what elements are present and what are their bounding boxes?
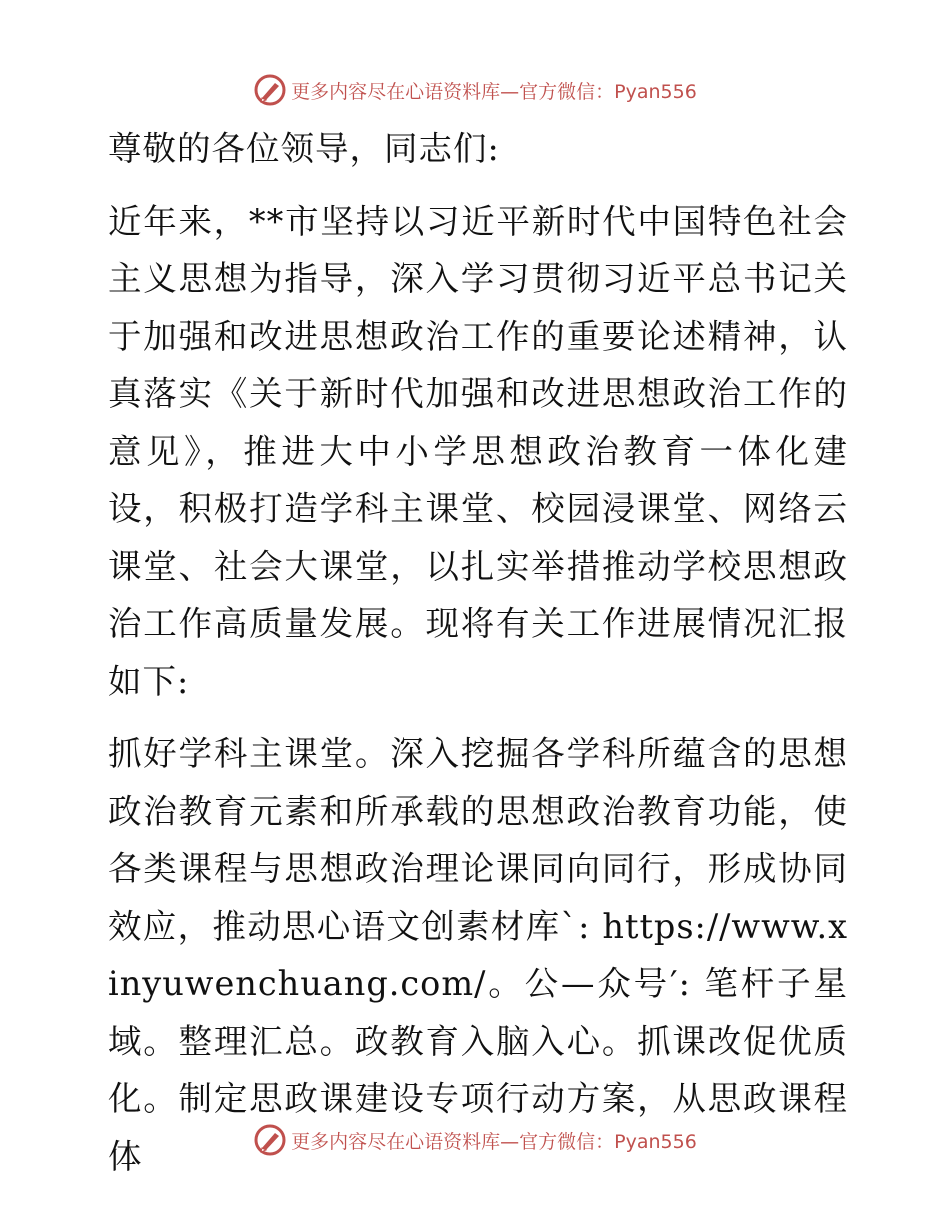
paragraph-2: 抓好学科主课堂。深入挖掘各学科所蕴含的思想政治教育元素和所承载的思想政治教育功能，使各类课程与思想政治理论课同向同行，形成协同效应，推动思心语文创素材库`: https://www.xinyuwenchuang.com/。公—众号′: 笔杆子星域。整理汇总。政教育入脑入心。抓课改促优质化。制定思政课建设专项行动方案，从思政课程体 [108, 734, 848, 1176]
watermark-text: 更多内容尽在心语资料库—官方微信：Pyan556 [291, 80, 697, 103]
watermark-text: 更多内容尽在心语资料库—官方微信：Pyan556 [291, 1130, 697, 1153]
greeting: 尊敬的各位领导，同志们: [108, 129, 500, 168]
footer-watermark [0, 1120, 950, 1160]
pen-logo-icon [253, 73, 287, 107]
document-body [98, 120, 848, 1185]
pen-logo-icon [253, 1123, 287, 1157]
paragraph-1: 近年来，**市坚持以习近平新时代中国特色社会主义思想为指导，深入学习贯彻习近平总书记关于加强和改进思想政治工作的重要论述精神，认真落实《关于新时代加强和改进思想政治工作的意见》，推进大中小学思想政治教育一体化建设，积极打造学科主课堂、校园浸课堂、网络云课堂、社会大课堂，以扎实举措推动学校思想政治工作高质量发展。现将有关工作进展情况汇报如下: [108, 201, 848, 701]
header-watermark [0, 70, 950, 110]
